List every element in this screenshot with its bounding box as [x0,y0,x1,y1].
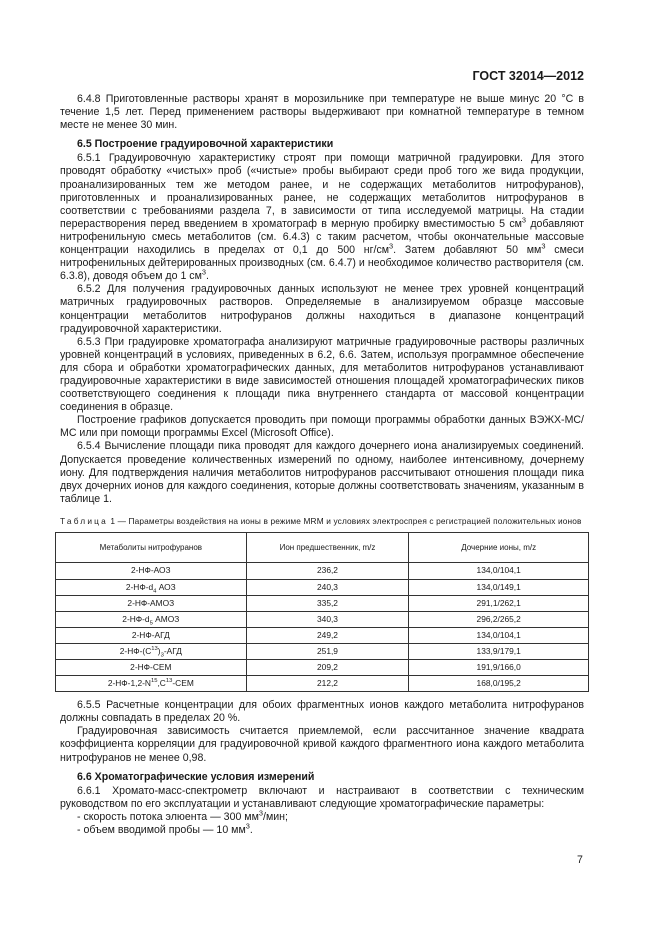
paragraph-6-6-1: 6.6.1 Хромато-масс-спектрометр включают и настраивают в соответствии с техническим руководством по его эксплуатации и устанавливают следующие хроматографические параметры: [60,784,584,810]
superscript: 3 [521,215,527,225]
cell-metabolite: 2-НФ-АГД [56,627,247,643]
page-content [60,93,584,837]
section-heading-6-6: 6.6 Хроматографические условия измерений [77,770,315,783]
table-header-row [56,533,589,563]
cell-daughter: 291,1/262,1 [409,595,589,611]
paragraph-6-5-2: 6.5.2 Для получения градуировочных данных используют не менее трех уровней концентраций матричных градуировочных растворов. Определяемые в анализируемом образце массовые концентрации метаболитов нитрофуранов должны находиться в диапазоне концентраций градуировочной характеристики. [60,283,584,335]
page-number: 7 [577,854,583,866]
paragraph-6-5-1: 6.5.1 Градуировочную характеристику строят при помощи матричной градуировки. Для этого проводят обработку «чистых» проб («чистые» пробы выбирают среди проб того же вида продукции, проанализированных тем же методом ранее, и не содержащих метаболитов нитрофуранов), приготовленных и проанализированных ранее, не содержащих метаболитов нитрофуранов в соответствии с требованиями раздела 7, в зависимости от типа исследуемой матрицы. На стадии перерастворения перед введением в хроматограф в мерную пробирку вместимостью 5 $см^3$ добавляют нитрофенильную смесь метаболитов (см. 6.4.3) с таким расчетом, чтобы окончательные массовые концентрации находились в пределах от 0,1 до 500 $нг/см^3$. Затем добавляют 50 $мм^3$ смеси нитрофенильных дейтерированных производных (см. 6.4.7) и необходимое количество растворителя (см. 6.3.8), доводя объем до 1 $см^3$. [60,152,584,283]
table-header-daughter: Дочерние ионы, m/z [409,533,589,563]
paragraph-6-5-3-b: Построение графиков допускается проводить при помощи программы обработки данных ВЭЖХ-МС/МС или при помощи программы Excel (Microsoft Office). [60,414,584,440]
cell-precursor: 209,2 [246,659,409,675]
paragraph-6-4-8: 6.4.8 Приготовленные растворы хранят в морозильнике при температуре не выше минус 20 °С в течение 1,5 лет. Перед применением растворы выдерживают при комнатной температуре в темном месте не менее 30 мин. [60,93,584,132]
table-1-body [56,563,589,692]
table-row [56,676,589,692]
cell-metabolite: $2-НФ-1,2-N^{15},C^{13}$-СЕМ [56,676,247,692]
list-item-injection-volume: - объем вводимой пробы — 10 $мм^3$. [77,821,253,836]
section-heading-6-5: 6.5 Построение градуировочной характеристики [77,138,334,151]
table-header-precursor: Ион предшественник, m/z [246,533,409,563]
cell-daughter: 168,0/195,2 [409,676,589,692]
table-1-caption: Таблица 1 — Параметры воздействия на ионы в режиме MRM и условиях электроспрея с регистрацией положительных ионов [60,515,582,526]
superscript: 3 [258,808,263,818]
cell-precursor: 249,2 [246,627,409,643]
cell-precursor: 251,9 [246,643,409,659]
superscript: 3 [245,821,250,831]
table-row [56,611,589,627]
table-header-metabolite: Метаболиты нитрофуранов [56,533,247,563]
cell-metabolite: 2-НФ-АОЗ [56,563,247,579]
paragraph-6-5-3: 6.5.3 При градуировке хроматографа анализируют матричные градуировочные растворы различных уровней концентраций в условиях, приведенных в 6.2, 6.6. Затем, используя программное обеспечение для сбора и обработки хроматографических данных, для метаболитов нитрофуранов устанавливают градуировочные характеристики в виде зависимостей отношения площадей хроматографических пиков соответствующего соединения к площади пика внутреннего стандарта от массовой концентрации соединения в образце. [60,335,584,414]
list-item-flow-rate: - скорость потока элюента — 300 $мм^3$/мин; [77,808,288,823]
table-row [56,659,589,675]
cell-metabolite: 2-НФ-АМОЗ [56,595,247,611]
cell-precursor: 240,3 [246,579,409,595]
cell-precursor: 340,3 [246,611,409,627]
cell-metabolite: $2-НФ-d_5$ АМОЗ [56,611,247,627]
superscript: 3 [201,267,206,277]
table-row [56,627,589,643]
cell-precursor: 212,2 [246,676,409,692]
table-row [56,643,589,659]
table-1 [55,532,589,692]
superscript: 3 [389,241,394,251]
cell-daughter: 133,9/179,1 [409,643,589,659]
paragraph-6-5-4: 6.5.4 Вычисление площади пика проводят для каждого дочернего иона анализируемых соединений. Допускается проведение количественных измерений по одному, наиболее интенсивному, дочернему иону. Для подтверждения наличия метаболитов нитрофуранов рассчитывают отношения площади пика двух дочерних ионов для каждого соединения, которые должны соответствовать значениям, указанным в таблице 1. [60,440,584,505]
cell-daughter: 134,0/149,1 [409,579,589,595]
cell-metabolite: $2-НФ-d_4$ АОЗ [56,579,247,595]
cell-metabolite: 2-НФ-СЕМ [56,659,247,675]
cell-daughter: 296,2/265,2 [409,611,589,627]
cell-daughter: 134,0/104,1 [409,627,589,643]
paragraph-6-5-5: 6.5.5 Расчетные концентрации для обоих фрагментных ионов каждого метаболита нитрофуранов должны совпадать в пределах 20 %. [60,699,584,725]
cell-precursor: 335,2 [246,595,409,611]
cell-daughter: 134,0/104,1 [409,563,589,579]
table-row [56,579,589,595]
table-row [56,563,589,579]
cell-daughter: 191,9/166,0 [409,659,589,675]
cell-metabolite: $2-НФ-(C^{13})_3$-АГД [56,643,247,659]
table-row [56,595,589,611]
paragraph-6-5-5-b: Градуировочная зависимость считается приемлемой, если рассчитанное значение квадрата коэффициента корреляции для градуировочной кривой каждого фрагментного иона каждого метаболита нитрофуранов не менее 0,98. [60,725,584,764]
document-header: ГОСТ 32014—2012 [472,69,584,83]
cell-precursor: 236,2 [246,563,409,579]
superscript: 3 [541,241,546,251]
